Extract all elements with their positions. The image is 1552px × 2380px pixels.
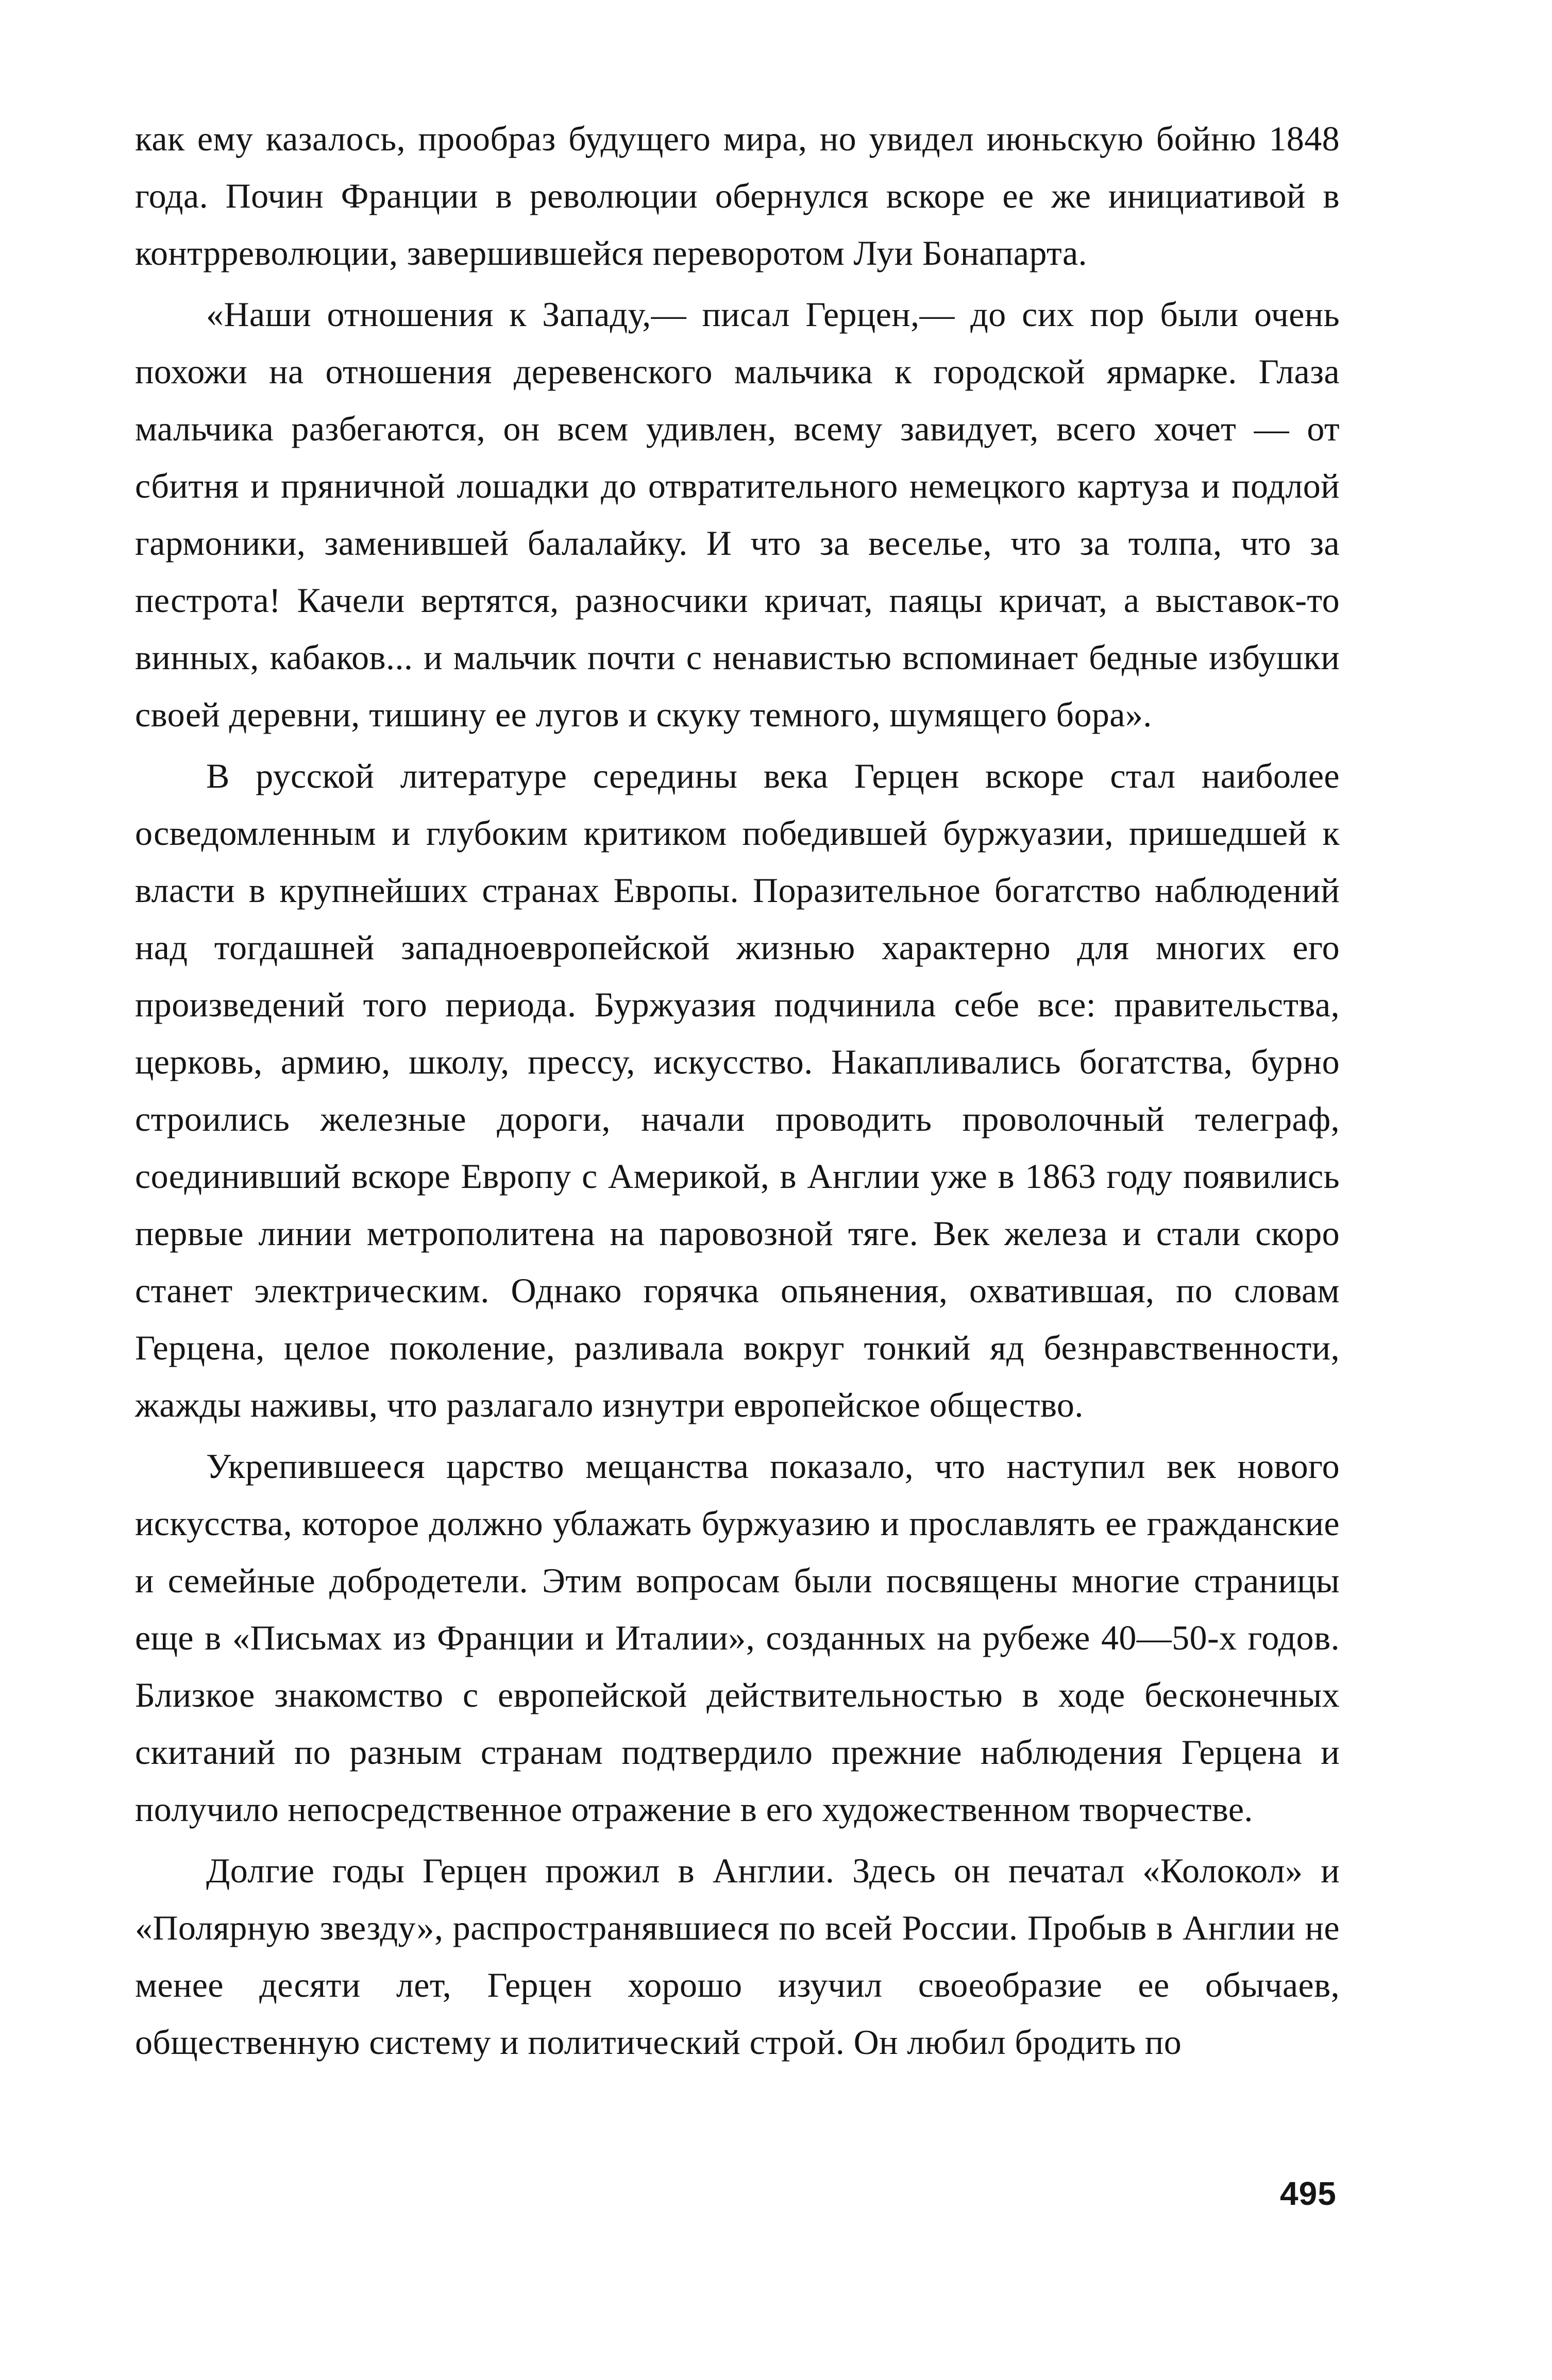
page-number: 495 <box>1280 2175 1337 2212</box>
paragraph-art: Укрепившееся царство мещанства показало, что наступил век нового искусства, которое должно ублажать буржуазию и прославлять ее гражданские и семейные добродетели. Этим вопросам были посвящены многие страницы еще в «Письмах из Франции и Италии», созданных на рубеже 40—50-х годов. Близкое знакомство с европейской действительностью в ходе бесконечных скитаний по разным странам подтвердило прежние наблюдения Герцена и получило непосредственное отражение в его художественном творчестве. <box>135 1447 1340 1829</box>
page-text <box>135 110 1340 2071</box>
paragraph-england: Долгие годы Герцен прожил в Англии. Здесь он печатал «Колокол» и «Полярную звезду», распространявшиеся по всей России. Пробыв в Англии не менее десяти лет, Герцен хорошо изучил своеобразие ее обычаев, общественную систему и политический строй. Он любил бродить по <box>135 1851 1340 2062</box>
paragraph-quote: «Наши отношения к Западу,— писал Герцен,— до сих пор были очень похожи на отношения деревенского мальчика к городской ярмарке. Глаза мальчика разбегаются, он всем удивлен, всему завидует, всего хочет — от сбитня и пряничной лошадки до отвратительного немецкого картуза и подлой гармоники, заменившей балалайку. И что за веселье, что за толпа, что за пестрота! Качели вертятся, разносчики кричат, паяцы кричат, а выставок-то винных, кабаков... и мальчик почти с ненавистью вспоминает бедные избушки своей деревни, тишину ее лугов и скуку темного, шумящего бора». <box>135 295 1340 734</box>
paragraph-continuation: как ему казалось, прообраз будущего мира, но увидел июньскую бойню 1848 года. Почин Франции в революции обернулся вскоре ее же инициативой в контрреволюции, завершившейся переворотом Луи Бонапарта. <box>135 119 1340 273</box>
paragraph-literature: В русской литературе середины века Герцен вскоре стал наиболее осведомленным и глубоким критиком победившей буржуазии, пришедшей к власти в крупнейших странах Европы. Поразительное богатство наблюдений над тогдашней западноевропейской жизнью характерно для многих его произведений того периода. Буржуазия подчинила себе все: правительства, церковь, армию, школу, прессу, искусство. Накапливались богатства, бурно строились железные дороги, начали проводить проволочный телеграф, соединивший вскоре Европу с Америкой, в Англии уже в 1863 году появились первые линии метрополитена на паровозной тяге. Век железа и стали скоро станет электрическим. Однако горячка опьянения, охватившая, по словам Герцена, целое поколение, разливала вокруг тонкий яд безнравственности, жажды наживы, что разлагало изнутри европейское общество. <box>135 756 1340 1424</box>
